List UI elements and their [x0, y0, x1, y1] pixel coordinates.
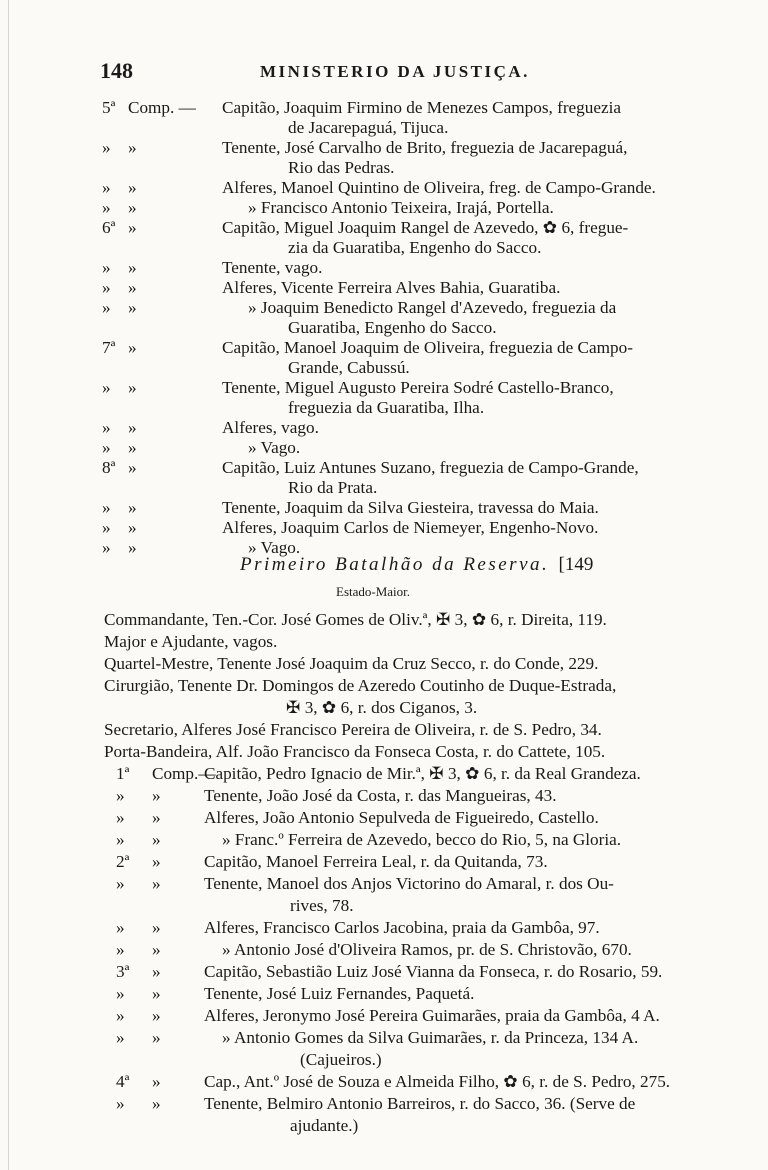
entry-text: Capitão, Sebastião Luiz José Vianna da Fonseca, r. do Rosario, 59.: [204, 962, 663, 981]
entry-text: Alferes, Francisco Carlos Jacobina, praia da Gambôa, 97.: [204, 918, 600, 937]
company-label: »: [152, 1094, 161, 1113]
page-number: 148: [100, 58, 133, 83]
entry-continuation: de Jacarepaguá, Tijuca.: [288, 118, 449, 137]
company-marker: »: [116, 1028, 125, 1047]
entry-text: Tenente, Belmiro Antonio Barreiros, r. do Sacco, 36. (Serve de: [204, 1094, 636, 1113]
company-label: »: [152, 786, 161, 805]
company-label: »: [152, 940, 161, 959]
company-label: »: [128, 278, 137, 297]
entry-continuation: ajudante.): [290, 1116, 359, 1135]
entry-text: Capitão, Manoel Joaquim de Oliveira, freguezia de Campo-: [222, 338, 633, 357]
entry-text: Capitão, Miguel Joaquim Rangel de Azevedo, ✿ 6, fregue-: [222, 218, 629, 237]
staff-subheading: Estado-Maior.: [336, 584, 411, 599]
staff-entry: Porta-Bandeira, Alf. João Francisco da Fonseca Costa, r. do Cattete, 105.: [104, 742, 606, 761]
company-label: »: [128, 518, 137, 537]
section-title: Primeiro Batalhão da Reserva.: [240, 554, 550, 575]
company-marker: »: [102, 138, 111, 157]
entry-continuation: freguezia da Guaratiba, Ilha.: [288, 398, 485, 417]
company-marker: »: [102, 538, 111, 557]
company-label: »: [128, 258, 137, 277]
entry-continuation: Rio da Prata.: [288, 478, 378, 497]
company-label: »: [128, 198, 137, 217]
company-marker: 2ª: [116, 852, 130, 871]
company-label: »: [152, 874, 161, 893]
entry-text: Tenente, José Carvalho de Brito, freguezia de Jacarepaguá,: [222, 138, 628, 157]
company-marker: 4ª: [116, 1072, 130, 1091]
entry-text: Capitão, Pedro Ignacio de Mir.ª, ✠ 3, ✿ 6, r. da Real Grandeza.: [204, 764, 641, 783]
entry-text: Tenente, João José da Costa, r. das Mangueiras, 43.: [204, 786, 557, 805]
company-marker: 1ª: [116, 764, 130, 783]
company-marker: »: [116, 918, 125, 937]
entry-continuation: Guaratiba, Engenho do Sacco.: [288, 318, 497, 337]
company-label: »: [128, 438, 137, 457]
running-title: MINISTERIO DA JUSTIÇA.: [260, 62, 530, 81]
company-marker: »: [102, 438, 111, 457]
staff-entry: Cirurgião, Tenente Dr. Domingos de Azeredo Coutinho de Duque-Estrada,: [104, 676, 617, 695]
page-header: [100, 58, 728, 86]
company-label: »: [152, 808, 161, 827]
entry-text: » Antonio José d'Oliveira Ramos, pr. de S. Christovão, 670.: [222, 940, 632, 959]
company-label: »: [128, 138, 137, 157]
entry-continuation: Rio das Pedras.: [288, 158, 395, 177]
company-label: »: [128, 338, 137, 357]
company-label: »: [152, 1028, 161, 1047]
entry-text: Alferes, Manoel Quintino de Oliveira, freg. de Campo-Grande.: [222, 178, 656, 197]
company-marker: »: [102, 298, 111, 317]
entry-text: Tenente, Manoel dos Anjos Victorino do Amaral, r. dos Ou-: [204, 874, 614, 893]
staff-entry: Major e Ajudante, vagos.: [104, 632, 278, 651]
company-marker: »: [116, 830, 125, 849]
entry-text: Alferes, Vicente Ferreira Alves Bahia, Guaratiba.: [222, 278, 561, 297]
entry-text: Capitão, Luiz Antunes Suzano, freguezia de Campo-Grande,: [222, 458, 639, 477]
company-label: »: [128, 498, 137, 517]
company-marker: 8ª: [102, 458, 116, 477]
company-marker: »: [116, 874, 125, 893]
company-marker: »: [116, 984, 125, 1003]
entry-text: » Francisco Antonio Teixeira, Irajá, Portella.: [248, 198, 554, 217]
company-marker: »: [102, 258, 111, 277]
entry-text: Cap., Ant.º José de Souza e Almeida Filho, ✿ 6, r. de S. Pedro, 275.: [204, 1072, 671, 1091]
section-heading: [240, 554, 593, 576]
company-label: »: [152, 852, 161, 871]
company-marker: 5ª: [102, 98, 116, 117]
entry-text: Capitão, Joaquim Firmino de Menezes Campos, freguezia: [222, 98, 622, 117]
company-label: »: [152, 984, 161, 1003]
page-edge-rule: [8, 0, 9, 1170]
entry-continuation: Grande, Cabussú.: [288, 358, 410, 377]
staff-entry: Quartel-Mestre, Tenente José Joaquim da Cruz Secco, r. do Conde, 229.: [104, 654, 599, 673]
company-marker: »: [102, 498, 111, 517]
company-label: »: [152, 1006, 161, 1025]
entry-continuation: rives, 78.: [290, 896, 354, 915]
entry-text: Tenente, Joaquim da Silva Giesteira, travessa do Maia.: [222, 498, 599, 517]
entry-text: Alferes, vago.: [222, 418, 319, 437]
company-marker: »: [116, 808, 125, 827]
staff-entry: Commandante, Ten.-Cor. José Gomes de Oliv.ª, ✠ 3, ✿ 6, r. Direita, 119.: [104, 610, 607, 629]
company-marker: »: [102, 198, 111, 217]
company-marker: »: [102, 278, 111, 297]
entry-text: » Vago.: [248, 438, 301, 457]
company-label: Comp. —: [128, 98, 196, 117]
company-label: »: [128, 418, 137, 437]
entry-text: » Antonio Gomes da Silva Guimarães, r. da Princeza, 134 A.: [222, 1028, 639, 1047]
company-label: »: [152, 918, 161, 937]
section-page-ref: [149: [558, 554, 594, 575]
company-marker: »: [116, 1006, 125, 1025]
company-marker: »: [102, 518, 111, 537]
entry-text: Alferes, Joaquim Carlos de Niemeyer, Engenho-Novo.: [222, 518, 599, 537]
staff-entry: Secretario, Alferes José Francisco Pereira de Oliveira, r. de S. Pedro, 34.: [104, 720, 602, 739]
entry-text: Alferes, João Antonio Sepulveda de Figueiredo, Castello.: [204, 808, 599, 827]
company-label: Comp.—: [152, 764, 216, 783]
company-label: »: [152, 830, 161, 849]
company-label: »: [128, 218, 137, 237]
company-marker: »: [116, 1094, 125, 1113]
entry-text: Capitão, Manoel Ferreira Leal, r. da Quitanda, 73.: [204, 852, 548, 871]
company-label: »: [128, 298, 137, 317]
entry-continuation: ✠ 3, ✿ 6, r. dos Ciganos, 3.: [286, 698, 478, 717]
company-marker: »: [102, 178, 111, 197]
company-marker: 6ª: [102, 218, 116, 237]
company-label: »: [128, 458, 137, 477]
company-marker: »: [116, 786, 125, 805]
entry-text: » Joaquim Benedicto Rangel d'Azevedo, freguezia da: [248, 298, 617, 317]
company-marker: »: [116, 940, 125, 959]
company-marker: »: [102, 418, 111, 437]
company-marker: 7ª: [102, 338, 116, 357]
entry-text: Tenente, Miguel Augusto Pereira Sodré Castello-Branco,: [222, 378, 614, 397]
company-label: »: [152, 1072, 161, 1091]
entry-text: Tenente, vago.: [222, 258, 323, 277]
entry-continuation: zia da Guaratiba, Engenho do Sacco.: [288, 238, 542, 257]
company-marker: 3ª: [116, 962, 130, 981]
entry-text: Alferes, Jeronymo José Pereira Guimarães, praia da Gambôa, 4 A.: [204, 1006, 660, 1025]
entry-text: » Vago.: [248, 538, 301, 557]
company-label: »: [128, 178, 137, 197]
company-label: »: [128, 538, 137, 557]
company-marker: »: [102, 378, 111, 397]
entry-text: » Franc.º Ferreira de Azevedo, becco do Rio, 5, na Gloria.: [222, 830, 622, 849]
company-label: »: [128, 378, 137, 397]
entry-text: Tenente, José Luiz Fernandes, Paquetá.: [204, 984, 475, 1003]
company-label: »: [152, 962, 161, 981]
entry-continuation: (Cajueiros.): [300, 1050, 382, 1069]
